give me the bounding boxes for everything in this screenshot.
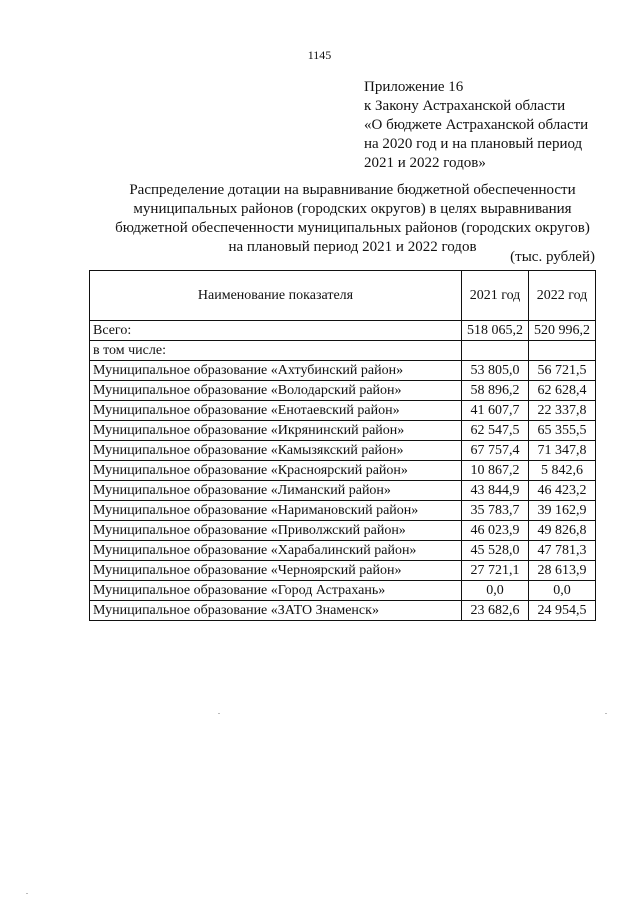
header-2021: 2021 год xyxy=(462,271,529,321)
row-name-cell: Муниципальное образование «Приволжский район» xyxy=(90,521,462,541)
row-2022-cell: 520 996,2 xyxy=(529,321,596,341)
appendix-block xyxy=(364,78,588,173)
table-row xyxy=(90,401,596,421)
row-2021-cell: 518 065,2 xyxy=(462,321,529,341)
row-name-cell: Муниципальное образование «Город Астрахань» xyxy=(90,581,462,601)
table-row xyxy=(90,481,596,501)
header-2022: 2022 год xyxy=(529,271,596,321)
row-2021-cell: 46 023,9 xyxy=(462,521,529,541)
row-name-cell: Муниципальное образование «Камызякский район» xyxy=(90,441,462,461)
table-row xyxy=(90,341,596,361)
row-name-cell: Муниципальное образование «Красноярский район» xyxy=(90,461,462,481)
row-name-cell: Муниципальное образование «Енотаевский район» xyxy=(90,401,462,421)
row-2021-cell: 58 896,2 xyxy=(462,381,529,401)
row-2021-cell: 67 757,4 xyxy=(462,441,529,461)
row-name-cell: Муниципальное образование «Черноярский район» xyxy=(90,561,462,581)
row-2021-cell: 0,0 xyxy=(462,581,529,601)
appendix-line: «О бюджете Астраханской области xyxy=(364,117,589,133)
row-2021-cell: 41 607,7 xyxy=(462,401,529,421)
title-line: бюджетной обеспеченности муниципальных районов (городских округов) xyxy=(115,220,590,236)
row-2022-cell: 71 347,8 xyxy=(529,441,596,461)
row-2021-cell: 10 867,2 xyxy=(462,461,529,481)
table-row xyxy=(90,421,596,441)
table-row xyxy=(90,521,596,541)
row-2021-cell: 43 844,9 xyxy=(462,481,529,501)
row-2022-cell xyxy=(529,341,596,361)
appendix-line: 2021 и 2022 годов» xyxy=(364,155,486,171)
table-row xyxy=(90,601,596,621)
row-name-cell: Муниципальное образование «ЗАТО Знаменск» xyxy=(90,601,462,621)
row-2022-cell: 22 337,8 xyxy=(529,401,596,421)
appendix-line: на 2020 год и на плановый период xyxy=(364,136,583,152)
table-row xyxy=(90,381,596,401)
row-2021-cell: 45 528,0 xyxy=(462,541,529,561)
table-row xyxy=(90,441,596,461)
scan-speck xyxy=(605,713,607,714)
units-label: (тыс. рублей) xyxy=(510,249,595,265)
row-2021-cell: 53 805,0 xyxy=(462,361,529,381)
row-2021-cell: 35 783,7 xyxy=(462,501,529,521)
scan-speck xyxy=(26,893,28,894)
row-2022-cell: 0,0 xyxy=(529,581,596,601)
appendix-line: к Закону Астраханской области xyxy=(364,98,566,114)
row-2022-cell: 28 613,9 xyxy=(529,561,596,581)
row-2021-cell: 27 721,1 xyxy=(462,561,529,581)
budget-table xyxy=(89,270,596,621)
row-2021-cell xyxy=(462,341,529,361)
table-row xyxy=(90,581,596,601)
row-name-cell: Муниципальное образование «Лиманский район» xyxy=(90,481,462,501)
table-row xyxy=(90,561,596,581)
table-row xyxy=(90,461,596,481)
header-indicator-name: Наименование показателя xyxy=(90,271,462,321)
table-header-row xyxy=(90,271,596,321)
table-row xyxy=(90,501,596,521)
page-number: 1145 xyxy=(307,48,332,62)
row-name-cell: Всего: xyxy=(90,321,462,341)
row-2022-cell: 47 781,3 xyxy=(529,541,596,561)
table-row xyxy=(90,361,596,381)
row-2022-cell: 5 842,6 xyxy=(529,461,596,481)
row-name-cell: Муниципальное образование «Ахтубинский район» xyxy=(90,361,462,381)
appendix-line: Приложение 16 xyxy=(364,79,464,95)
table-row xyxy=(90,541,596,561)
row-name-cell: Муниципальное образование «Наримановский район» xyxy=(90,501,462,521)
scan-speck xyxy=(218,713,220,714)
document-title xyxy=(70,181,635,257)
title-line: на плановый период 2021 и 2022 годов xyxy=(228,239,477,255)
title-line: муниципальных районов (городских округов) в целях выравнивания xyxy=(133,201,572,217)
row-2022-cell: 49 826,8 xyxy=(529,521,596,541)
row-2021-cell: 23 682,6 xyxy=(462,601,529,621)
row-2021-cell: 62 547,5 xyxy=(462,421,529,441)
row-2022-cell: 39 162,9 xyxy=(529,501,596,521)
row-2022-cell: 24 954,5 xyxy=(529,601,596,621)
row-name-cell: Муниципальное образование «Харабалинский район» xyxy=(90,541,462,561)
row-2022-cell: 65 355,5 xyxy=(529,421,596,441)
row-2022-cell: 46 423,2 xyxy=(529,481,596,501)
table-row xyxy=(90,321,596,341)
row-name-cell: Муниципальное образование «Володарский район» xyxy=(90,381,462,401)
row-2022-cell: 62 628,4 xyxy=(529,381,596,401)
row-name-cell: Муниципальное образование «Икрянинский район» xyxy=(90,421,462,441)
row-2022-cell: 56 721,5 xyxy=(529,361,596,381)
title-line: Распределение дотации на выравнивание бюджетной обеспеченности xyxy=(129,182,576,198)
row-name-cell: в том числе: xyxy=(90,341,462,361)
